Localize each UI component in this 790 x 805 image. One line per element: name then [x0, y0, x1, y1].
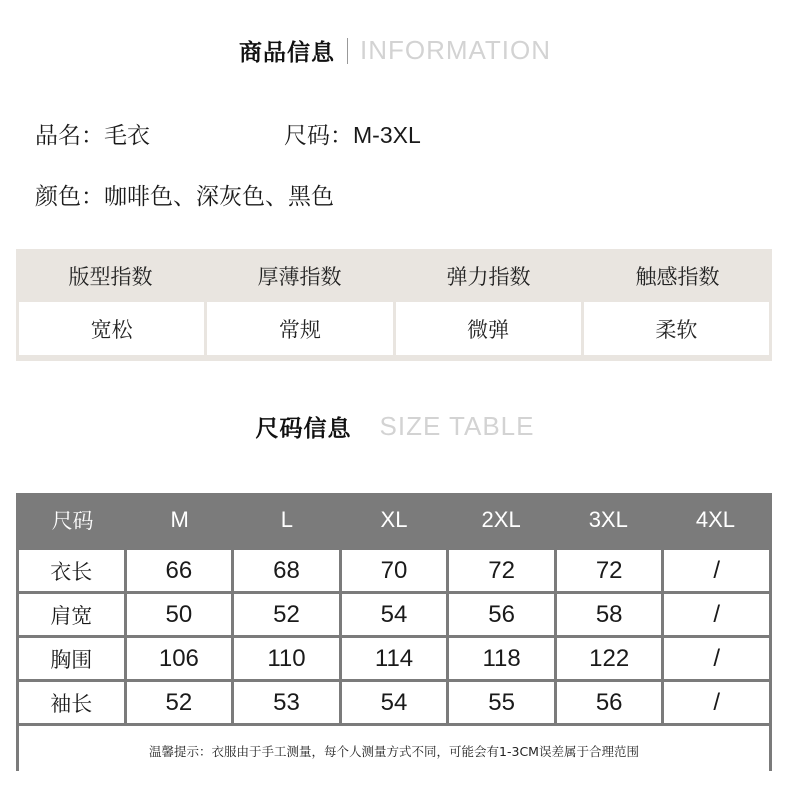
size-cell: 66	[127, 550, 232, 591]
size-table-row	[19, 638, 769, 679]
size-cell: 56	[557, 682, 662, 723]
size-header-cell: XL	[380, 507, 408, 532]
size-table-row	[19, 550, 769, 591]
index-value-thickness: 常规	[207, 302, 392, 355]
size-header-cell: 2XL	[481, 507, 521, 532]
size-row-label: 肩宽	[19, 594, 124, 635]
size-cell: 50	[127, 594, 232, 635]
product-info-title-en: INFORMATION	[359, 35, 552, 65]
size-row-label: 衣长	[19, 550, 124, 591]
size-cell: 58	[557, 594, 662, 635]
size-row-label: 胸围	[19, 638, 124, 679]
size-cell: 52	[234, 594, 339, 635]
size-cell: 52	[127, 682, 232, 723]
size-cell: 114	[342, 638, 447, 679]
product-color-label: 颜色：	[35, 184, 104, 210]
index-table-values	[16, 302, 772, 358]
product-size-value: M-3XL	[353, 122, 421, 148]
size-cell: 55	[449, 682, 554, 723]
index-table-header	[16, 249, 772, 302]
size-cell: /	[664, 550, 769, 591]
index-header-fit: 版型指数	[68, 264, 153, 289]
size-cell: 54	[342, 594, 447, 635]
product-info-title	[0, 34, 790, 67]
size-table	[16, 493, 772, 771]
product-name-label: 品名：	[35, 123, 104, 149]
size-cell: 68	[234, 550, 339, 591]
size-info-title	[0, 410, 790, 443]
size-cell: 106	[127, 638, 232, 679]
size-table-row	[19, 594, 769, 635]
index-header-touch: 触感指数	[635, 264, 720, 289]
index-value-elasticity: 微弹	[396, 302, 581, 355]
size-table-row	[19, 682, 769, 723]
size-header-cell: 4XL	[695, 507, 735, 532]
size-cell: /	[664, 594, 769, 635]
index-value-touch: 柔软	[584, 302, 769, 355]
product-color-value: 咖啡色、深灰色、黑色	[104, 183, 334, 209]
product-size-label: 尺码：	[284, 123, 353, 149]
index-header-elasticity: 弹力指数	[446, 264, 531, 289]
size-header-cell: L	[280, 507, 293, 532]
product-name	[35, 117, 150, 150]
size-cell: 118	[449, 638, 554, 679]
size-cell: 110	[234, 638, 339, 679]
size-cell: 70	[342, 550, 447, 591]
product-color	[35, 178, 334, 211]
size-cell: 72	[557, 550, 662, 591]
size-cell: 122	[557, 638, 662, 679]
product-info-title-zh: 商品信息	[238, 40, 335, 66]
size-info-title-zh: 尺码信息	[255, 416, 352, 442]
size-cell: 56	[449, 594, 554, 635]
index-header-thickness: 厚薄指数	[257, 264, 342, 289]
size-header-cell: 尺码	[51, 509, 94, 533]
product-name-value: 毛衣	[104, 122, 150, 148]
size-cell: /	[664, 682, 769, 723]
size-header-cell: 3XL	[588, 507, 628, 532]
title-divider	[347, 38, 348, 64]
size-cell: 54	[342, 682, 447, 723]
size-note: 温馨提示：衣服由于手工测量，每个人测量方式不同，可能会有1-3CM误差属于合理范围	[19, 726, 769, 775]
size-cell: /	[664, 638, 769, 679]
size-row-label: 袖长	[19, 682, 124, 723]
size-table-header	[19, 493, 769, 547]
product-size	[284, 117, 421, 150]
size-info-title-en: SIZE TABLE	[379, 411, 535, 441]
size-cell: 53	[234, 682, 339, 723]
index-table	[16, 249, 772, 361]
index-value-fit: 宽松	[19, 302, 204, 355]
size-header-cell: M	[170, 507, 189, 532]
size-cell: 72	[449, 550, 554, 591]
